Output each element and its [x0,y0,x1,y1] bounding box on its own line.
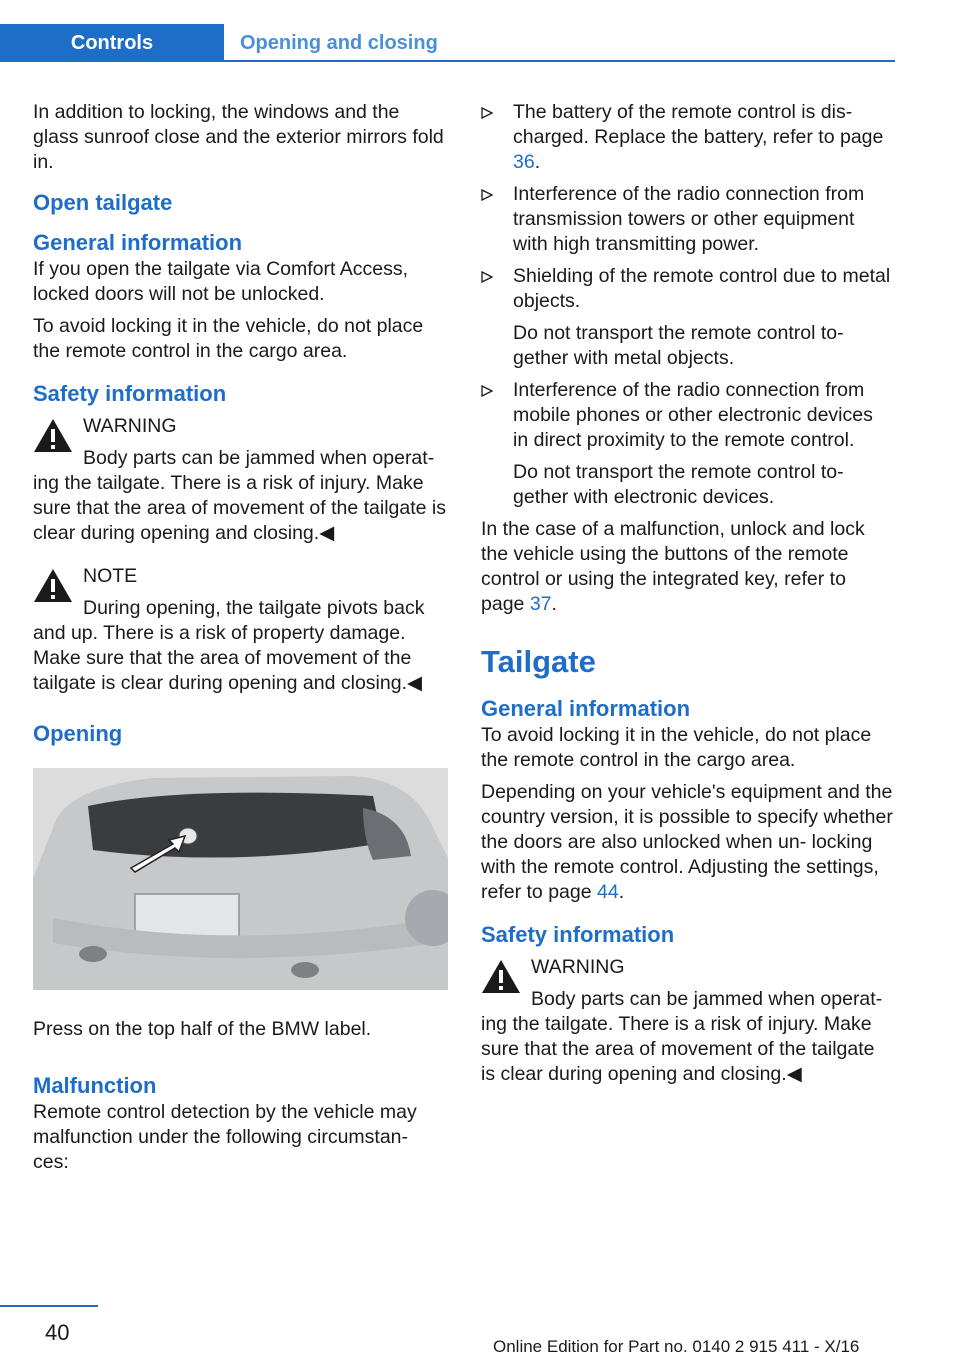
warning-triangle-icon [33,418,73,454]
bullet-triangle-icon [481,271,493,283]
page-link-44[interactable]: 44 [597,881,619,903]
page-link-36[interactable]: 36 [513,151,535,173]
right-general-paragraph-1: To avoid locking it in the vehicle, do not place the remote control in the cargo area. [481,724,872,771]
tab-controls[interactable]: Controls [0,24,224,62]
malfunction-list [481,100,893,510]
bullet-triangle-icon [481,189,493,201]
note-title: NOTE [83,565,138,587]
list-item [481,378,893,510]
tailgate-illustration [33,768,448,990]
header-rule [224,60,895,62]
warning-triangle-icon [481,959,521,995]
bullet-triangle-icon [481,385,493,397]
safety-information-heading-right: Safety information [481,922,675,947]
bullet-3-subtext: Do not transport the remote control to‐ gether with metal objects. [513,322,844,369]
bullet-triangle-icon [481,107,493,119]
page-number: 40 [45,1320,70,1345]
open-tailgate-heading: Open tailgate [33,190,173,215]
malfunction-heading: Malfunction [33,1073,157,1098]
general-paragraph-1: If you open the tailgate via Comfort Access, locked doors will not be unlocked. [33,258,409,305]
opening-heading: Opening [33,721,123,746]
intro-paragraph: In addition to locking, the windows and the glass sunroof close and the exterior mirrors fold in. [33,101,444,173]
bullet-4-subtext: Do not transport the remote control to‐ gether with electronic devices. [513,461,844,508]
right-general-paragraph-2: Depending on your vehicle's equipment and the country version, it is possible to specify whether the doors are also unlocked when un‐ locking with the remote control. Adjusting the settings, refer to page 44. [481,781,893,903]
tailgate-heading: Tailgate [481,644,596,679]
warning-first-line-right: Body parts can be jammed when operat‐ [531,988,883,1010]
safety-information-heading: Safety information [33,381,227,406]
note-notice [33,564,448,696]
malfunction-case-paragraph: In the case of a malfunction, unlock and lock the vehicle using the buttons of the remote control or using the integrated key, refer to page 37. [481,518,865,615]
footer-rule [0,1305,98,1307]
warning-title: WARNING [83,415,177,437]
right-column [481,100,893,1097]
note-first-line: During opening, the tailgate pivots back [83,597,425,619]
warning-title-right: WARNING [531,956,625,978]
note-body: and up. There is a risk of property damage. Make sure that the area of movement of the tailgate is clear during opening and closing.◀ [33,622,422,694]
tab-opening-and-closing[interactable]: Opening and closing [240,31,438,54]
bullet-2-text: Interference of the radio connection from transmission towers or other equipment with high transmitting power. [513,183,865,255]
list-item: The battery of the remote control is dis‐ charged. Replace the battery, refer to page 36. [481,100,893,175]
warning-first-line: Body parts can be jammed when operat‐ [83,447,435,469]
warning-triangle-icon [33,568,73,604]
header-tabs [0,24,895,62]
press-label-text: Press on the top half of the BMW label. [33,1018,372,1040]
bullet-1-text: The battery of the remote control is dis‐ charged. Replace the battery, refer to page [513,101,884,148]
list-item [481,182,893,257]
general-paragraph-2: To avoid locking it in the vehicle, do not place the remote control in the cargo area. [33,315,424,362]
malfunction-text: Remote control detection by the vehicle may malfunction under the following circumstan‐ ces: [33,1101,417,1173]
edition-text: Online Edition for Part no. 0140 2 915 411 - X/16 [493,1337,860,1356]
general-information-heading-right: General information [481,696,691,721]
page-link-37[interactable]: 37 [529,593,552,615]
list-item [481,264,893,371]
bullet-4-text: Interference of the radio connection from mobile phones or other electronic devices in direct proximity to the remote control. [513,379,873,451]
right-general-paragraph-2-text: Depending on your vehicle's equipment and the country version, it is possible to specify whether the doors are also unlocked when un‐ locking with the remote control. Adjusting the settings, refer to page [481,781,893,903]
malfunction-case-text: In the case of a malfunction, unlock and lock the vehicle using the buttons of the remote control or using the integrated key, refer to page [481,518,865,615]
warning-body-right: ing the tailgate. There is a risk of injury. Make sure that the area of movement of the tailgate is clear during opening and closing.◀ [481,1013,875,1085]
warning-notice [33,414,448,546]
warning-notice-right [481,955,893,1087]
general-information-heading: General information [33,230,243,255]
warning-body: ing the tailgate. There is a risk of injury. Make sure that the area of movement of the tailgate is clear during opening and closing.◀ [33,472,446,544]
left-column [33,100,448,1182]
bullet-3-text: Shielding of the remote control due to metal objects. [513,265,891,312]
